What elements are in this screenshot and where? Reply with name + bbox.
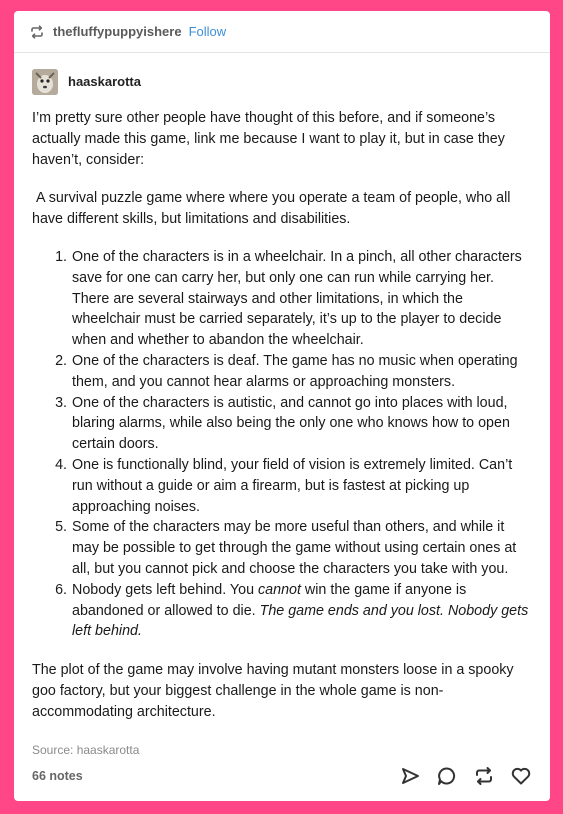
list-item: 1. One of the characters is in a wheelchair. In a pinch, all other characters save for one can carry her, but only one can run while carrying her. There are several stairways and other limitations, in which the wheelchair must be carried separately, it’s up to the player to decide when and whether to abandon the wheelchair. <box>71 247 532 351</box>
disability-list <box>32 247 532 642</box>
post-paragraph: I’m pretty sure other people have thought of this before, and if someone’s actually made this game, link me because I want to play it, but in case they haven’t, consider: <box>32 110 505 168</box>
avatar[interactable] <box>32 69 58 95</box>
author-row <box>14 68 550 95</box>
list-item: 2. One of the characters is deaf. The game has no music when operating them, and you cannot hear alarms or approaching monsters. <box>71 351 532 393</box>
emphasis-text: cannot <box>258 581 301 598</box>
follow-button[interactable]: Follow <box>188 24 227 39</box>
list-item: 5. Some of the characters may be more useful than others, and while it may be possible to get through the game without using certain ones at all, but you cannot pick and choose the characters you take with you. <box>71 517 532 579</box>
post-author[interactable]: haaskarotta <box>68 74 141 89</box>
list-item-text: win the game if anyone is abandoned or allowed to die. <box>72 581 471 619</box>
list-item <box>71 580 532 642</box>
post-actions <box>399 765 532 787</box>
post-card <box>14 11 550 801</box>
source-link[interactable]: Source: haaskarotta <box>32 742 140 757</box>
reblog-icon[interactable] <box>473 765 495 787</box>
list-item: 4. One is functionally blind, your field of vision is extremely limited. Can’t run without a guide or aim a firearm, but is fastest at picking up approaching noises. <box>71 455 532 517</box>
reblog-icon <box>30 25 44 39</box>
notes-count[interactable]: 66 notes <box>32 769 83 783</box>
emphasis-text: The game ends and you lost. Nobody gets left behind. <box>72 602 529 640</box>
post-body <box>14 108 550 723</box>
post-paragraph: The plot of the game may involve having mutant monsters loose in a spooky goo factory, but your biggest challenge in the whole game is non-accommodating architecture. <box>32 662 514 720</box>
post-footer <box>14 765 550 787</box>
reply-icon[interactable] <box>436 765 458 787</box>
like-icon[interactable] <box>510 765 532 787</box>
reblogger-username[interactable]: thefluffypuppyishere <box>53 24 182 39</box>
post-paragraph: A survival puzzle game where where you operate a team of people, who all have different skills, but limitations and disabilities. <box>32 190 515 228</box>
post-header <box>14 11 550 53</box>
list-item: 3. One of the characters is autistic, and cannot go into places with loud, blaring alarms, while also being the only one who knows how to open certain doors. <box>71 393 532 455</box>
list-item-text: Nobody gets left behind. You <box>72 581 259 598</box>
share-icon[interactable] <box>399 765 421 787</box>
